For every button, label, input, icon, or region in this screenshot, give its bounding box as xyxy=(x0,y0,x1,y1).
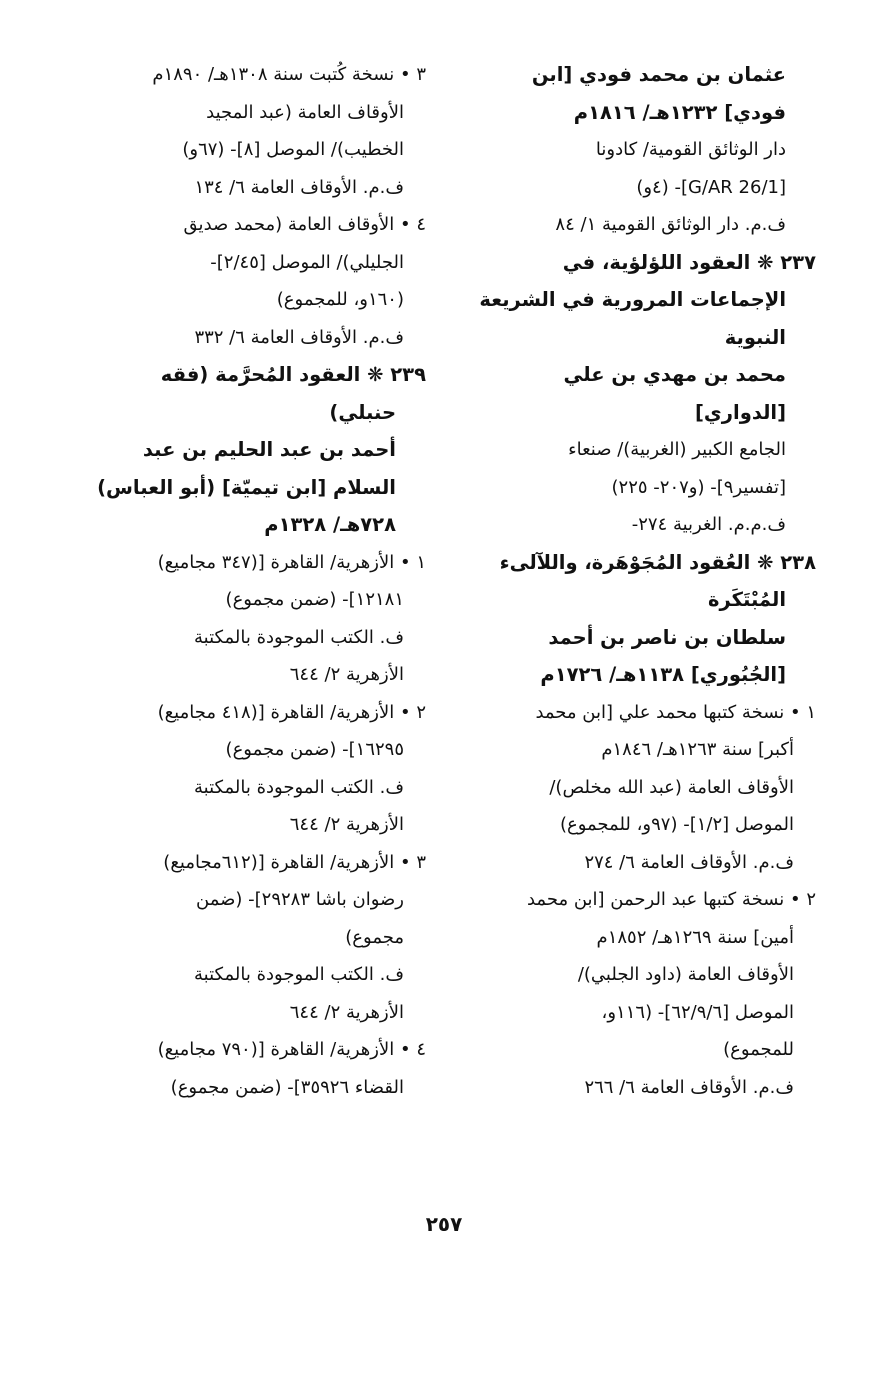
right-column-line-23: ٢ • نسخة كتبها عبد الرحمن [ابن محمد xyxy=(526,889,816,910)
right-column-line-20: الأوقاف العامة (عبد الله مخلص)/ xyxy=(549,776,794,798)
right-column-line-6: ٢٣٧ ❋ العقود اللؤلؤية، في xyxy=(562,250,816,274)
right-column-line-5: ف.م. دار الوثائق القومية ١/ ٨٤ xyxy=(555,214,786,235)
right-column-line-21: الموصل [١/٢]- (٩٧و، للمجموع) xyxy=(559,814,794,835)
right-column-line-15: المُبْتَكَرة xyxy=(708,588,786,611)
left-column-line-20: ف. الكتب الموجودة بالمكتبة xyxy=(194,776,404,798)
left-column-line-16: ف. الكتب الموجودة بالمكتبة xyxy=(194,626,404,648)
right-column-line-26: الموصل [٦٢/٩/٦]- (١١٦و، xyxy=(601,1001,794,1023)
left-column-line-2: الأوقاف العامة (عبد المجيد xyxy=(206,101,404,123)
right-column-line-16: سلطان بن ناصر بن أحمد xyxy=(548,625,786,649)
right-column-line-1: عثمان بن محمد فودي [ابن xyxy=(531,63,786,86)
right-column-line-9: محمد بن مهدي بن علي xyxy=(563,363,786,386)
left-column-line-11: أحمد بن عبد الحليم بن عبد xyxy=(142,438,396,461)
right-column-line-22: ف.م. الأوقاف العامة ٦/ ٢٧٤ xyxy=(584,851,794,873)
left-column-line-4: ف.م. الأوقاف العامة ٦/ ١٣٤ xyxy=(194,176,404,198)
left-column-line-17: الأزهرية ٢/ ٦٤٤ xyxy=(289,664,404,685)
left-column-line-23: رضوان باشا ٢٩٢٨٣]- (ضمن xyxy=(196,889,404,910)
left-column-line-24: مجموع) xyxy=(345,926,404,948)
right-column-line-14: ٢٣٨ ❋ العُقود المُجَوْهَرة، واللآلىء xyxy=(499,550,816,574)
left-column-line-13: ٧٢٨هـ/ ١٣٢٨م xyxy=(264,513,396,536)
left-column-line-15: ١٢١٨١]- (ضمن مجموع) xyxy=(225,589,404,610)
right-column-line-12: [تفسير٩]- (و٢٠٧- ٢٢٥) xyxy=(611,476,786,498)
left-column-line-19: ١٦٢٩٥]- (ضمن مجموع) xyxy=(225,739,404,760)
right-column-line-28: ف.م. الأوقاف العامة ٦/ ٢٦٦ xyxy=(584,1076,794,1098)
left-column-line-10: حنبلي) xyxy=(329,400,396,424)
right-column-line-17: [الجُبُوري] ١١٣٨هـ/ ١٧٢٦م xyxy=(540,663,786,686)
left-column-line-3: الخطيب)/ الموصل [٨]- (٦٧و) xyxy=(182,139,404,160)
left-column-line-6: الجليلي)/ الموصل [٢/٤٥]- xyxy=(210,251,404,273)
left-column-line-1: ٣ • نسخة كُتبت سنة ١٣٠٨هـ/ ١٨٩٠م xyxy=(152,64,426,85)
left-column-line-18: ٢ • الأزهرية/ القاهرة [(٤١٨ مجاميع) xyxy=(157,701,426,723)
left-column-line-27: ٤ • الأزهرية/ القاهرة [(٧٩٠ مجاميع) xyxy=(157,1039,426,1060)
left-column-line-25: ف. الكتب الموجودة بالمكتبة xyxy=(194,964,404,985)
right-column-line-10: [الدواري] xyxy=(695,400,786,424)
right-column-line-8: النبوية xyxy=(724,325,786,349)
left-column-line-5: ٤ • الأوقاف العامة (محمد صديق xyxy=(183,214,426,235)
left-column-line-8: ف.م. الأوقاف العامة ٦/ ٣٣٢ xyxy=(194,326,404,348)
left-column-line-28: القضاء ٣٥٩٢٦]- (ضمن مجموع) xyxy=(170,1076,404,1098)
right-column-line-19: أكبر] سنة ١٢٦٣هـ/ ١٨٤٦م xyxy=(601,739,794,760)
right-column xyxy=(466,56,816,1106)
right-column-line-18: ١ • نسخة كتبها محمد علي [ابن محمد xyxy=(535,701,816,723)
page-number: ٢٥٧ xyxy=(425,1212,463,1236)
left-column xyxy=(81,56,426,1106)
right-column-line-25: الأوقاف العامة (داود الجلبي)/ xyxy=(577,964,794,985)
right-column-line-24: أمين] سنة ١٢٦٩هـ/ ١٨٥٢م xyxy=(596,926,794,948)
right-column-line-7: الإجماعات المرورية في الشريعة xyxy=(479,288,786,311)
left-column-line-12: السلام [ابن تيميّة] (أبو العباس) xyxy=(97,475,396,499)
right-column-line-11: الجامع الكبير (الغربية)/ صنعاء xyxy=(568,439,786,460)
left-column-line-26: الأزهرية ٢/ ٦٤٤ xyxy=(289,1001,404,1023)
right-column-line-2: فودي] ١٢٣٢هـ/ ١٨١٦م xyxy=(573,100,786,124)
left-column-line-9: ٢٣٩ ❋ العقود المُحرَّمة (فقه xyxy=(160,363,426,386)
left-column-line-7: (١٦٠و، للمجموع) xyxy=(276,289,404,310)
right-column-line-3: دار الوثائق القومية/ كادونا xyxy=(595,139,786,160)
right-column-line-27: للمجموع) xyxy=(723,1039,794,1060)
left-column-line-21: الأزهرية ٢/ ٦٤٤ xyxy=(289,814,404,835)
right-column-line-13: ف.م.م. الغربية ٢٧٤- xyxy=(631,514,786,535)
left-column-line-14: ١ • الأزهرية/ القاهرة [(٣٤٧ مجاميع) xyxy=(157,551,426,573)
left-column-line-22: ٣ • الأزهرية/ القاهرة [(٦١٢مجاميع) xyxy=(163,851,426,873)
right-column-line-4: [G/AR 26/1]- (٤و) xyxy=(636,176,786,198)
